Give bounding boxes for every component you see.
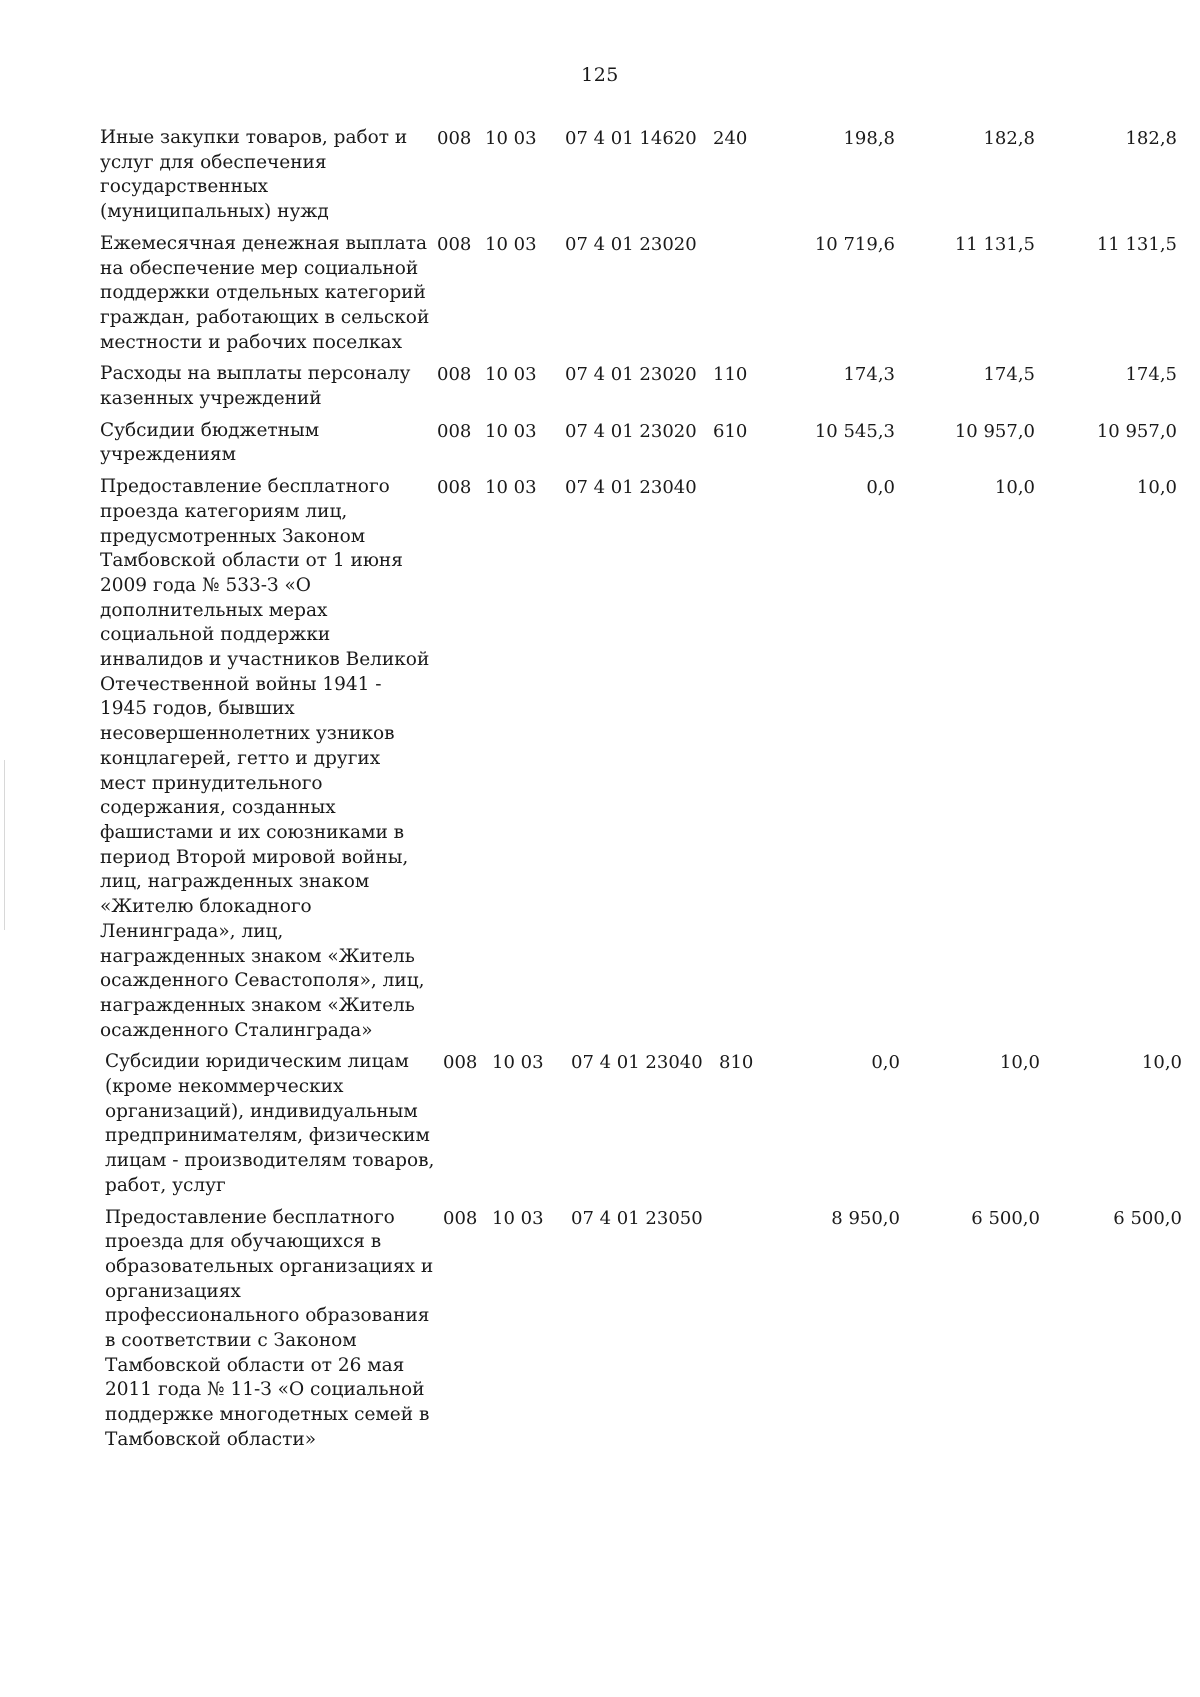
row-ministry-code: 008 [437,420,472,442]
row-value-2: 10,0 [994,477,1035,499]
table-row [0,1050,1200,1205]
row-section-code: 10 03 [492,1207,544,1229]
row-target-code: 07 4 01 23040 [571,1052,703,1074]
row-section-code: 10 03 [485,420,537,442]
row-value-3: 6 500,0 [1113,1207,1182,1229]
row-ministry-code: 008 [437,477,472,499]
row-name: Предоставление бесплатного проезда для обучающихся в образовательных организациях и организациях профессионального образования в соответствии с Законом Тамбовской области от 26 мая 2011 года № 11-З «О социальной поддержке многодетных семей в Тамбовской области» [105,1206,434,1450]
row-value-3: 10,0 [1141,1052,1182,1074]
row-value-1: 0,0 [871,1052,900,1074]
budget-table [0,126,1200,1460]
row-name: Расходы на выплаты персоналу казенных учреждений [100,363,411,410]
row-ministry-code: 008 [437,128,472,149]
row-section-code: 10 03 [485,128,537,149]
row-name: Субсидии юридическим лицам (кроме некоммерческих организаций), индивидуальным предпринимателям, физическим лицам - производителям товаров, работ, услуг [105,1051,435,1196]
row-value-1: 10 545,3 [814,420,895,442]
row-value-2: 10,0 [999,1052,1040,1074]
row-ministry-code: 008 [437,233,472,255]
table-row [0,126,1200,232]
row-value-2: 11 131,5 [954,233,1035,255]
row-value-3: 174,5 [1125,364,1177,386]
row-value-1: 0,0 [866,477,895,499]
row-target-code: 07 4 01 23050 [571,1207,703,1229]
row-value-1: 174,3 [843,364,895,386]
row-value-3: 182,8 [1125,128,1177,149]
row-target-code: 07 4 01 23040 [565,477,697,499]
row-ministry-code: 008 [443,1052,478,1074]
row-section-code: 10 03 [485,477,537,499]
row-name: Субсидии бюджетным учреждениям [100,419,320,466]
page-number: 125 [581,64,619,86]
row-name: Предоставление бесплатного проезда категориям лиц, предусмотренных Законом Тамбовской области от 1 июня 2009 года № 533-З «О дополнительных мерах социальной поддержки инвалидов и участников Великой Отечественной войны 1941 - 1945 годов, бывших несовершеннолетних узников концлагерей, гетто и других мест принудительного содержания, созданных фашистами и их союзниками в период Второй мировой войны, лиц, награжденных знаком «Жителю блокадного Ленинграда», лиц, награжденных знаком «Житель осажденного Севастополя», лиц, награжденных знаком «Житель осажденного Сталинграда» [100,476,430,1041]
row-value-1: 10 719,6 [814,233,895,255]
row-target-code: 07 4 01 23020 [565,233,697,255]
row-target-code: 07 4 01 23020 [565,420,697,442]
row-expense-type: 610 [713,420,748,442]
row-expense-type: 810 [719,1052,754,1074]
row-name: Иные закупки товаров, работ и услуг для обеспечения государственных (муниципальных) нужд [100,127,408,223]
row-value-1: 198,8 [843,128,895,149]
table-row [0,1206,1200,1460]
row-expense-type: 110 [713,364,748,386]
row-section-code: 10 03 [492,1052,544,1074]
row-value-1: 8 950,0 [831,1207,900,1229]
row-ministry-code: 008 [443,1207,478,1229]
row-value-3: 10,0 [1136,477,1177,499]
row-value-2: 6 500,0 [971,1207,1040,1229]
table-row [0,232,1200,363]
row-ministry-code: 008 [437,364,472,386]
row-value-2: 182,8 [983,128,1035,149]
table-row [0,475,1200,1050]
row-target-code: 07 4 01 14620 [565,128,697,149]
row-section-code: 10 03 [485,233,537,255]
table-row [0,362,1200,418]
row-name: Ежемесячная денежная выплата на обеспечение мер социальной поддержки отдельных категорий граждан, работающих в сельской местности и рабочих поселках [100,232,430,353]
row-section-code: 10 03 [485,364,537,386]
row-target-code: 07 4 01 23020 [565,364,697,386]
row-value-3: 10 957,0 [1096,420,1177,442]
row-value-2: 174,5 [983,364,1035,386]
row-expense-type: 240 [713,128,748,149]
row-value-2: 10 957,0 [954,420,1035,442]
table-row [0,419,1200,475]
row-value-3: 11 131,5 [1096,233,1177,255]
